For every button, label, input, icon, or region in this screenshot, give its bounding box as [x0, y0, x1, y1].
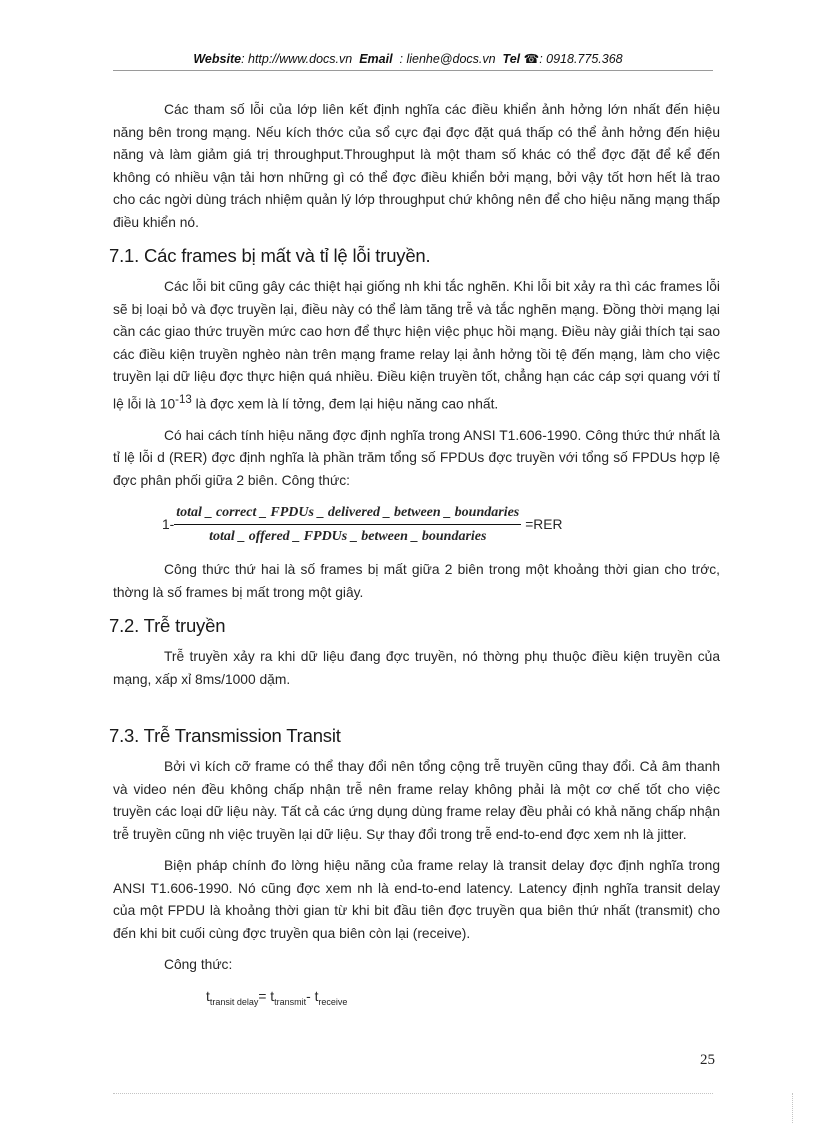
header-divider: [113, 70, 713, 71]
formula-fraction: [174, 504, 521, 546]
formula-subscript: transmit: [274, 996, 307, 1007]
section-heading-7-2: 7.2. Trễ truyền: [109, 615, 226, 637]
section-heading-7-3: 7.3. Trễ Transmission Transit: [109, 725, 341, 747]
rer-formula: [162, 501, 720, 549]
website-url[interactable]: : http://www.docs.vn: [241, 52, 353, 66]
tel-number: : 0918.775.368: [539, 52, 623, 66]
section-7-3-paragraph-3: Công thức:: [164, 957, 233, 973]
section-7-1-paragraph-3: Công thức thứ hai là số frames bị mất giữa 2 biên trong một khoảng thời gian cho trớc, thờng là số frames bị mất trong một giây.: [113, 562, 720, 600]
intro-paragraph: Các tham số lỗi của lớp liên kết định nghĩa các điều khiển ảnh hởng lớn nhất đến hiệu năng bên trong mạng. Nếu kích thớc của sổ cực đại đợc đặt quá thấp có thể ảnh hởng đến hiệu năng và làm giảm giá trị throughput.Throughput là một tham số khác có thể đợc đặt để kể đến không có nhiều vận tải hơn những gì có thể đợc điều khiển bởi mạng, bởi vậy tốt hơn hết là trao cho các ngời dùng trách nhiệm quản lý lớp throughput chứ không nên để cho hiệu năng mạng thấp điều khiển nó.: [113, 102, 720, 230]
section-7-3-paragraph-1: Bởi vì kích cỡ frame có thể thay đổi nên tổng cộng trễ truyền cũng thay đổi. Cả âm thanh và video nén đều không chấp nhận trễ nên frame relay không phải là một cơ chế tốt cho việc truyền các loại dữ liệu này. Tất cả các ứng dụng dùng frame relay đều phải có khả năng chấp nhận trễ truyền cũng nh việc truyền lại dữ liệu. Sự thay đổi trong trễ end-to-end đợc xem nh là jitter.: [113, 759, 720, 842]
page-corner-divider: [792, 1093, 793, 1123]
tel-label: Tel: [502, 52, 521, 66]
page-content: [109, 99, 720, 1013]
para-text: là đợc xem là lí tởng, đem lại hiệu năng cao nhất.: [191, 396, 499, 412]
formula-symbol: t: [270, 988, 275, 1004]
section-7-1-paragraph-2: Có hai cách tính hiệu năng đợc định nghĩa trong ANSI T1.606-1990. Công thức thứ nhất là tỉ lệ lỗi d (RER) đợc định nghĩa là phần trăm tổng số FPDUs đợc truyền với tổng số FPDUs hợp lệ đợc phân phối giữa 2 biên. Công thức:: [113, 427, 720, 488]
transit-delay-formula: [206, 986, 720, 1013]
formula-suffix: =RER: [525, 516, 563, 532]
formula-subscript: transit delay: [209, 996, 259, 1007]
section-7-1-paragraph-1: [113, 276, 720, 416]
formula-subscript: receive: [318, 996, 348, 1007]
formula-symbol: t: [314, 988, 319, 1004]
para-text: Các lỗi bit cũng gây các thiệt hại giống nh khi tắc nghẽn. Khi lỗi bit xảy ra thì các frames lỗi sẽ bị loại bỏ và đợc truyền lại, điều này có thể làm tăng trễ và tắc nghẽn mạng. Đồng thời mạng lại cần các giao thức truyền mức cao hơn để thực hiện việc phục hồi mạng. Điều này giải thích tại sao các điều kiện truyền nghèo nàn trên mạng frame relay lại ảnh hởng tồi tệ đến mạng, làm cho việc truyền lại dữ liệu đợc thực hiện quá nhiều. Điều kiện truyền tốt, chẳng hạn các cáp sợi quang với tỉ lệ lỗi là 10: [113, 279, 720, 412]
formula-numerator: total _ correct _ FPDUs _ delivered _ between _ boundaries: [174, 504, 521, 525]
website-label: Website: [193, 52, 242, 66]
email-label: Email: [359, 52, 393, 66]
phone-icon: ☎: [523, 52, 540, 66]
formula-operator: =: [258, 988, 271, 1004]
formula-symbol: t: [206, 988, 210, 1004]
exponent: -13: [175, 393, 192, 406]
section-heading-7-1: 7.1. Các frames bị mất và tỉ lệ lỗi truyền.: [109, 245, 431, 266]
formula-denominator: total _ offered _ FPDUs _ between _ boundaries: [209, 529, 487, 545]
page-header: [0, 51, 816, 66]
page-number: 25: [700, 1052, 715, 1068]
section-7-3-paragraph-2: Biện pháp chính đo lờng hiệu năng của frame relay là transit delay đợc định nghĩa trong ANSI T1.606-1990. Nó cũng đợc xem nh là end-to-end latency. Latency định nghĩa transit delay của một FPDU là khoảng thời gian từ khi bit đầu tiên đợc truyền qua biên thứ nhất (transmit) cho đến khi bit cuối cùng đợc truyền qua biên còn lại (receive).: [113, 858, 720, 941]
formula-operator: -: [306, 988, 315, 1004]
formula-prefix: 1-: [162, 516, 175, 532]
email-address[interactable]: : lienhe@docs.vn: [399, 52, 496, 66]
footer-divider: [113, 1093, 713, 1094]
section-7-2-paragraph-1: Trễ truyền xảy ra khi dữ liệu đang đợc truyền, nó thờng phụ thuộc điều kiện truyền của mạng, xấp xỉ 8ms/1000 dặm.: [113, 649, 720, 687]
